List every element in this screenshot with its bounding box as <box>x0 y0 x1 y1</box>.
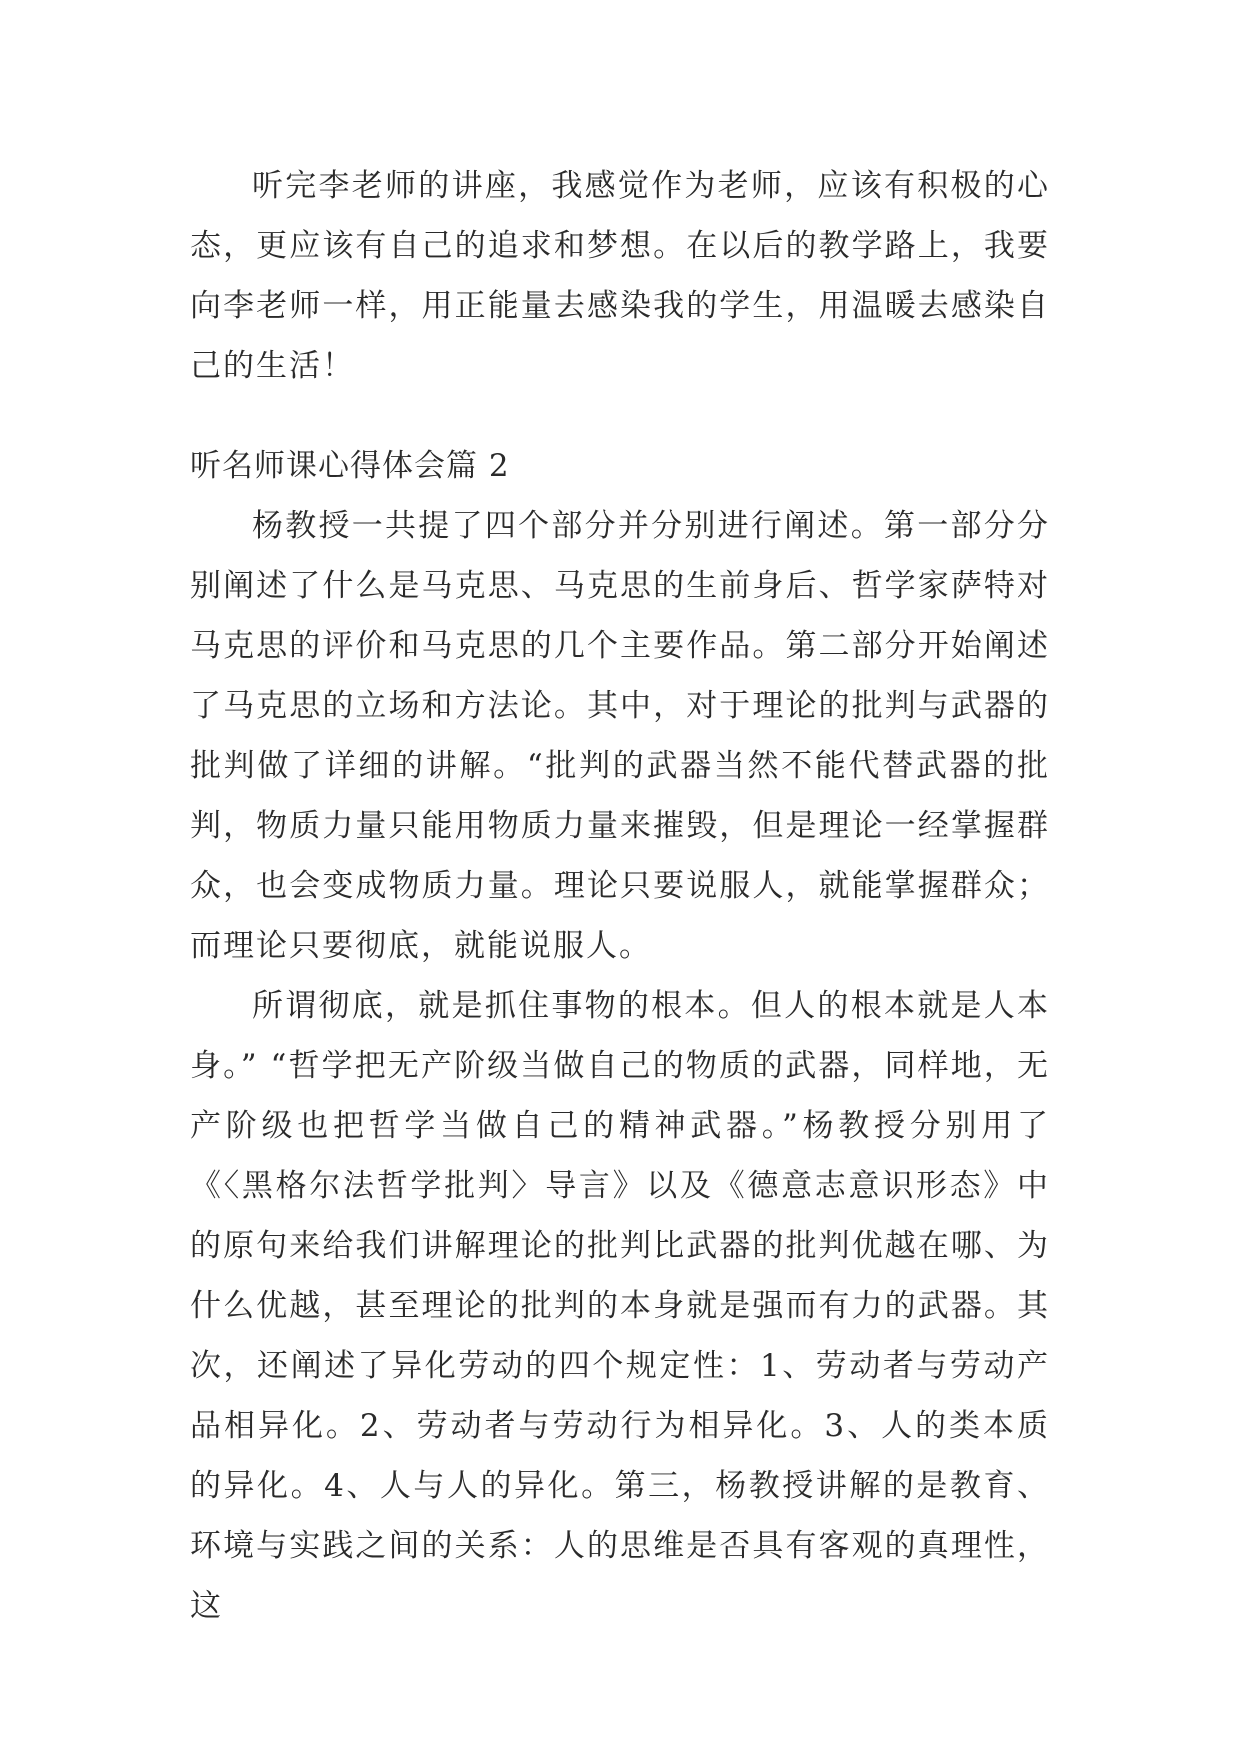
paragraph-intro: 听完李老师的讲座，我感觉作为老师，应该有积极的心态，更应该有自己的追求和梦想。在以后的教学路上，我要向李老师一样，用正能量去感染我的学生，用温暖去感染自己的生活！ <box>190 168 1050 384</box>
section-heading: 听名师课心得体会篇 2 <box>190 448 510 484</box>
paragraph-part-three: 所谓彻底，就是抓住事物的根本。但人的根本就是人本身。” “哲学把无产阶级当做自己的物质的武器，同样地，无产阶级也把哲学当做自己的精神武器。”杨教授分别用了《〈黑格尔法哲学批判〉导言》以及《德意志意识形态》中的原句来给我们讲解理论的批判比武器的批判优越在哪、为什么优越，甚至理论的批判的本身就是强而有力的武器。其次，还阐述了异化劳动的四个规定性：1、劳动者与劳动产品相异化。2、劳动者与劳动行为相异化。3、人的类本质的异化。4、人与人的异化。第三，杨教授讲解的是教育、环境与实践之间的关系：人的思维是否具有客观的真理性，这 <box>190 988 1050 1624</box>
document-body <box>190 156 1050 1636</box>
paragraph-part-one-two: 杨教授一共提了四个部分并分别进行阐述。第一部分分别阐述了什么是马克思、马克思的生前身后、哲学家萨特对马克思的评价和马克思的几个主要作品。第二部分开始阐述了马克思的立场和方法论。其中，对于理论的批判与武器的批判做了详细的讲解。“批判的武器当然不能代替武器的批判，物质力量只能用物质力量来摧毁，但是理论一经掌握群众，也会变成物质力量。理论只要说服人，就能掌握群众；而理论只要彻底，就能说服人。 <box>190 508 1050 964</box>
